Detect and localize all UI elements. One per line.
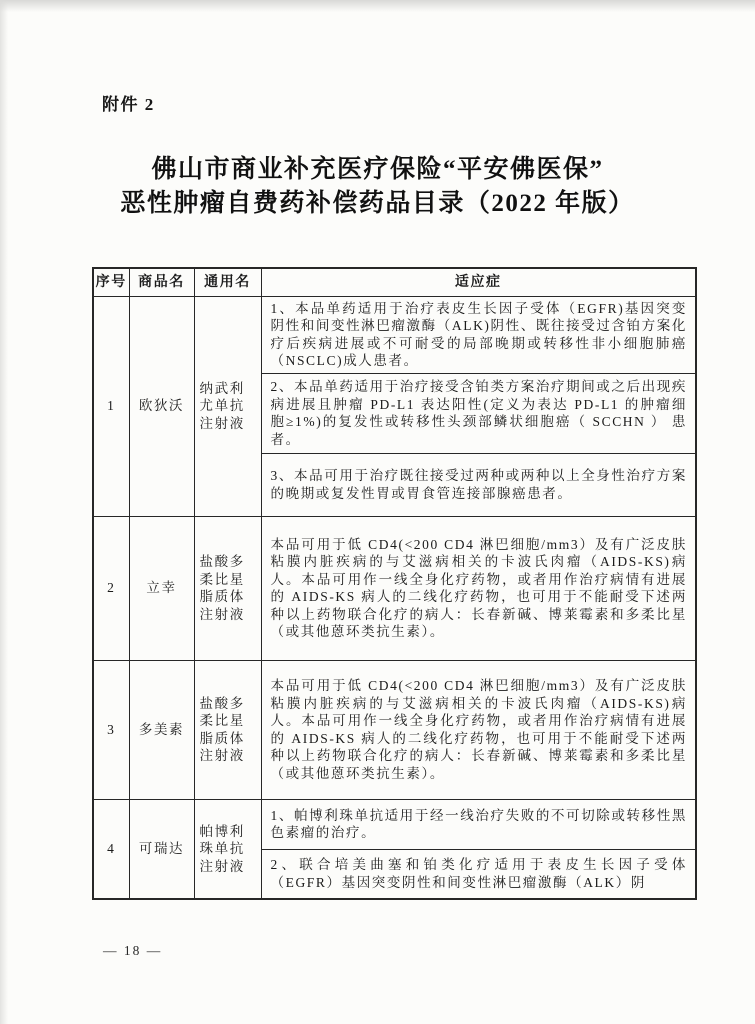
row-number-cell: 3: [93, 660, 129, 799]
table-header-row: [93, 268, 696, 296]
column-header-indication: 适应症: [261, 268, 696, 296]
brand-name-cell: 欧狄沃: [129, 296, 194, 516]
generic-name-cell: 盐酸多柔比星脂质体注射液: [194, 660, 261, 799]
indication-cell: 1、本品单药适用于治疗表皮生长因子受体（EGFR)基因突变阴性和间变性淋巴瘤激酶（ALK)阴性、既往接受过含铂方案化疗后疾病进展或不可耐受的局部晚期或转移性非小细胞肺癌（NSCLC)成人患者。: [261, 296, 696, 373]
brand-name-cell: 可瑞达: [129, 799, 194, 899]
indication-cell: 本品可用于低 CD4(<200 CD4 淋巴细胞/mm3）及有广泛皮肤粘膜内脏疾病的与艾滋病相关的卡波氏肉瘤（AIDS-KS)病人。本品可用作一线全身化疗药物，或者用作治疗病情有进展的 AIDS-KS 病人的二线化疗药物，也可用于不能耐受下述两种以上药物联合化疗的病人：长春新碱、博莱霉素和多柔比星（或其他蒽环类抗生素）。: [261, 516, 696, 660]
page-number: — 18 —: [103, 943, 163, 958]
column-header-generic-name: 通用名: [194, 268, 261, 296]
document-title-line1: 佛山市商业补充医疗保险“平安佛医保”: [151, 156, 604, 183]
generic-name-cell: 帕博利珠单抗注射液: [194, 799, 261, 899]
document-title-line2: 恶性肿瘤自费药补偿药品目录（2022 年版）: [120, 190, 635, 217]
generic-name-cell: 盐酸多柔比星脂质体注射液: [194, 516, 261, 660]
brand-name-cell: 立幸: [129, 516, 194, 660]
row-number-cell: 1: [93, 296, 129, 516]
indication-cell: 1、帕博利珠单抗适用于经一线治疗失败的不可切除或转移性黑色素瘤的治疗。: [261, 799, 696, 849]
column-header-brand-name: 商品名: [129, 268, 194, 296]
generic-name-cell: 纳武利尤单抗注射液: [194, 296, 261, 516]
indication-cell: 3、本品可用于治疗既往接受过两种或两种以上全身性治疗方案的晚期或复发性胃或胃食管连接部腺癌患者。: [261, 453, 696, 516]
drug-catalog-table: [92, 267, 697, 900]
row-number-cell: 2: [93, 516, 129, 660]
attachment-label: 附件 2: [102, 95, 155, 114]
row-number-cell: 4: [93, 799, 129, 899]
table-row: [93, 799, 696, 849]
indication-cell: 2、联合培美曲塞和铂类化疗适用于表皮生长因子受体（EGFR）基因突变阴性和间变性淋巴瘤激酶（ALK）阴: [261, 849, 696, 899]
indication-cell: 本品可用于低 CD4(<200 CD4 淋巴细胞/mm3）及有广泛皮肤粘膜内脏疾病的与艾滋病相关的卡波氏肉瘤（AIDS-KS)病人。本品可用作一线全身化疗药物，或者用作治疗病情有进展的 AIDS-KS 病人的二线化疗药物，也可用于不能耐受下述两种以上药物联合化疗的病人：长春新碱、博莱霉素和多柔比星（或其他蒽环类抗生素）。: [261, 660, 696, 799]
table-row: [93, 516, 696, 660]
indication-cell: 2、本品单药适用于治疗接受含铂类方案治疗期间或之后出现疾病进展且肿瘤 PD-L1 表达阳性(定义为表达 PD-L1 的肿瘤细胞≥1%)的复发性或转移性头颈部鳞状细胞癌（ SCCHN ） 患者。: [261, 373, 696, 453]
table-row: [93, 660, 696, 799]
document-title: [0, 153, 755, 221]
table-row: [93, 296, 696, 373]
brand-name-cell: 多美素: [129, 660, 194, 799]
column-header-no: 序号: [93, 268, 129, 296]
